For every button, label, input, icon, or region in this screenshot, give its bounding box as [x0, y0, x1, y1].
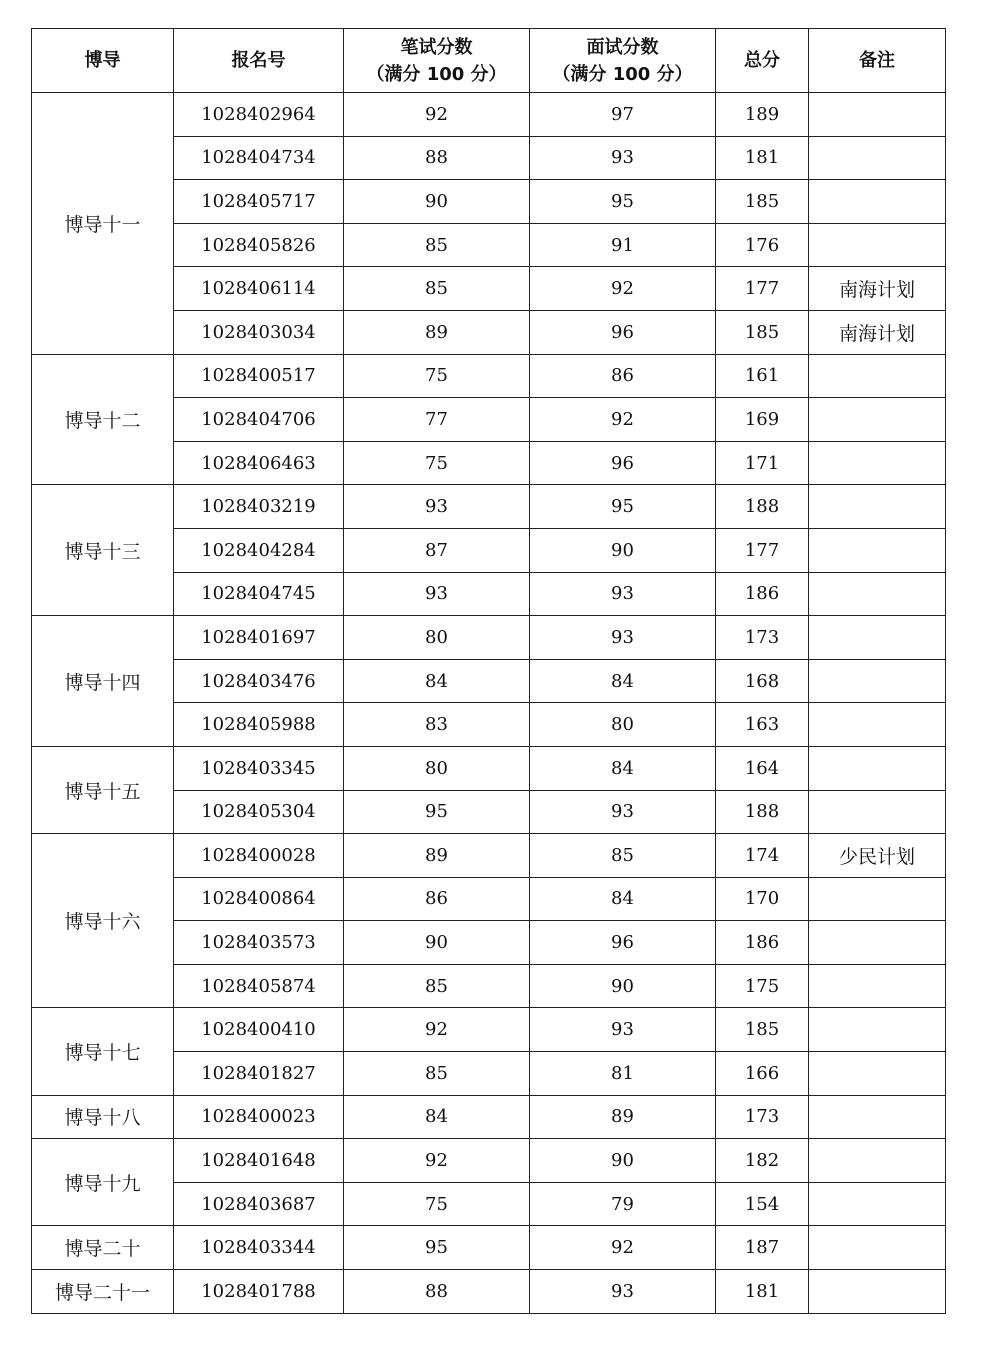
total-score-cell: 181 — [716, 136, 809, 180]
reg-no-cell: 1028405717 — [174, 180, 344, 224]
reg-no-cell: 1028403573 — [174, 921, 344, 965]
advisor-cell: 博导十三 — [32, 485, 174, 616]
remark-cell — [809, 1182, 946, 1226]
interview-score-cell: 93 — [530, 136, 716, 180]
table-row — [32, 1095, 946, 1139]
written-score-cell: 95 — [344, 1226, 530, 1270]
total-score-cell: 185 — [716, 180, 809, 224]
written-score-cell: 85 — [344, 964, 530, 1008]
reg-no-cell: 1028406114 — [174, 267, 344, 311]
total-score-cell: 175 — [716, 964, 809, 1008]
remark-cell — [809, 616, 946, 660]
advisor-cell: 博导十二 — [32, 354, 174, 485]
table-body — [32, 93, 946, 1314]
written-score-cell: 95 — [344, 790, 530, 834]
interview-score-cell: 85 — [530, 834, 716, 878]
remark-cell — [809, 485, 946, 529]
written-score-cell: 75 — [344, 441, 530, 485]
remark-cell — [809, 790, 946, 834]
table-row — [32, 746, 946, 790]
remark-cell — [809, 877, 946, 921]
total-score-cell: 168 — [716, 659, 809, 703]
advisor-cell: 博导十八 — [32, 1095, 174, 1139]
remark-cell — [809, 1270, 946, 1314]
remark-cell — [809, 528, 946, 572]
interview-score-cell: 80 — [530, 703, 716, 747]
total-score-cell: 174 — [716, 834, 809, 878]
reg-no-cell: 1028405874 — [174, 964, 344, 1008]
written-score-cell: 90 — [344, 180, 530, 224]
remark-cell — [809, 223, 946, 267]
written-score-cell: 85 — [344, 267, 530, 311]
remark-cell — [809, 746, 946, 790]
total-score-cell: 176 — [716, 223, 809, 267]
advisor-cell: 博导二十 — [32, 1226, 174, 1270]
table-row — [32, 834, 946, 878]
reg-no-cell: 1028401788 — [174, 1270, 344, 1314]
total-score-cell: 163 — [716, 703, 809, 747]
remark-cell — [809, 1052, 946, 1096]
written-score-cell: 87 — [344, 528, 530, 572]
reg-no-cell: 1028405826 — [174, 223, 344, 267]
interview-score-cell: 92 — [530, 1226, 716, 1270]
remark-cell — [809, 93, 946, 137]
reg-no-cell: 1028405988 — [174, 703, 344, 747]
reg-no-cell: 1028400517 — [174, 354, 344, 398]
header-written — [344, 29, 530, 93]
remark-cell — [809, 180, 946, 224]
total-score-cell: 173 — [716, 616, 809, 660]
written-score-cell: 77 — [344, 398, 530, 442]
total-score-cell: 164 — [716, 746, 809, 790]
written-score-cell: 75 — [344, 354, 530, 398]
remark-cell — [809, 659, 946, 703]
advisor-cell: 博导十六 — [32, 834, 174, 1008]
remark-cell: 南海计划 — [809, 267, 946, 311]
table-header — [32, 29, 946, 93]
total-score-cell: 188 — [716, 790, 809, 834]
table-row — [32, 1270, 946, 1314]
interview-score-cell: 79 — [530, 1182, 716, 1226]
interview-score-cell: 92 — [530, 398, 716, 442]
interview-score-cell: 86 — [530, 354, 716, 398]
reg-no-cell: 1028404706 — [174, 398, 344, 442]
reg-no-cell: 1028401648 — [174, 1139, 344, 1183]
total-score-cell: 186 — [716, 921, 809, 965]
interview-score-cell: 96 — [530, 921, 716, 965]
written-score-cell: 75 — [344, 1182, 530, 1226]
header-interview-title: 面试分数 — [586, 36, 659, 58]
total-score-cell: 171 — [716, 441, 809, 485]
total-score-cell: 185 — [716, 1008, 809, 1052]
reg-no-cell: 1028404734 — [174, 136, 344, 180]
header-interview-max: （满分 100 分） — [552, 63, 693, 85]
reg-no-cell: 1028405304 — [174, 790, 344, 834]
interview-score-cell: 96 — [530, 441, 716, 485]
remark-cell: 少民计划 — [809, 834, 946, 878]
reg-no-cell: 1028402964 — [174, 93, 344, 137]
interview-score-cell: 84 — [530, 877, 716, 921]
interview-score-cell: 90 — [530, 1139, 716, 1183]
written-score-cell: 88 — [344, 1270, 530, 1314]
written-score-cell: 84 — [344, 1095, 530, 1139]
written-score-cell: 92 — [344, 1008, 530, 1052]
remark-cell — [809, 354, 946, 398]
advisor-cell: 博导十四 — [32, 616, 174, 747]
remark-cell — [809, 572, 946, 616]
written-score-cell: 80 — [344, 616, 530, 660]
interview-score-cell: 90 — [530, 528, 716, 572]
header-written-title: 笔试分数 — [400, 36, 473, 58]
interview-score-cell: 90 — [530, 964, 716, 1008]
total-score-cell: 177 — [716, 267, 809, 311]
reg-no-cell: 1028403476 — [174, 659, 344, 703]
advisor-cell: 博导十五 — [32, 746, 174, 833]
reg-no-cell: 1028403344 — [174, 1226, 344, 1270]
written-score-cell: 92 — [344, 1139, 530, 1183]
remark-cell — [809, 441, 946, 485]
reg-no-cell: 1028401827 — [174, 1052, 344, 1096]
interview-score-cell: 93 — [530, 572, 716, 616]
header-reg-no: 报名号 — [174, 29, 344, 93]
reg-no-cell: 1028400864 — [174, 877, 344, 921]
advisor-cell: 博导十一 — [32, 93, 174, 355]
total-score-cell: 161 — [716, 354, 809, 398]
interview-score-cell: 95 — [530, 180, 716, 224]
header-advisor: 博导 — [32, 29, 174, 93]
written-score-cell: 86 — [344, 877, 530, 921]
header-total: 总分 — [716, 29, 809, 93]
interview-score-cell: 89 — [530, 1095, 716, 1139]
written-score-cell: 88 — [344, 136, 530, 180]
total-score-cell: 177 — [716, 528, 809, 572]
table-row — [32, 1139, 946, 1183]
header-row — [32, 29, 946, 93]
reg-no-cell: 1028403687 — [174, 1182, 344, 1226]
remark-cell — [809, 398, 946, 442]
written-score-cell: 85 — [344, 1052, 530, 1096]
written-score-cell: 93 — [344, 485, 530, 529]
table-row — [32, 1008, 946, 1052]
remark-cell — [809, 703, 946, 747]
interview-score-cell: 84 — [530, 746, 716, 790]
remark-cell — [809, 136, 946, 180]
written-score-cell: 90 — [344, 921, 530, 965]
total-score-cell: 187 — [716, 1226, 809, 1270]
interview-score-cell: 91 — [530, 223, 716, 267]
reg-no-cell: 1028400023 — [174, 1095, 344, 1139]
interview-score-cell: 93 — [530, 1008, 716, 1052]
remark-cell — [809, 1095, 946, 1139]
interview-score-cell: 84 — [530, 659, 716, 703]
total-score-cell: 188 — [716, 485, 809, 529]
header-remark: 备注 — [809, 29, 946, 93]
total-score-cell: 154 — [716, 1182, 809, 1226]
interview-score-cell: 93 — [530, 616, 716, 660]
total-score-cell: 169 — [716, 398, 809, 442]
reg-no-cell: 1028403345 — [174, 746, 344, 790]
total-score-cell: 182 — [716, 1139, 809, 1183]
remark-cell — [809, 1226, 946, 1270]
written-score-cell: 83 — [344, 703, 530, 747]
remark-cell — [809, 964, 946, 1008]
interview-score-cell: 93 — [530, 1270, 716, 1314]
total-score-cell: 186 — [716, 572, 809, 616]
written-score-cell: 89 — [344, 834, 530, 878]
total-score-cell: 173 — [716, 1095, 809, 1139]
interview-score-cell: 93 — [530, 790, 716, 834]
table-row — [32, 485, 946, 529]
remark-cell — [809, 921, 946, 965]
interview-score-cell: 92 — [530, 267, 716, 311]
score-table — [31, 28, 946, 1314]
header-interview — [530, 29, 716, 93]
table-row — [32, 354, 946, 398]
advisor-cell: 博导二十一 — [32, 1270, 174, 1314]
written-score-cell: 89 — [344, 310, 530, 354]
interview-score-cell: 95 — [530, 485, 716, 529]
written-score-cell: 80 — [344, 746, 530, 790]
reg-no-cell: 1028404284 — [174, 528, 344, 572]
written-score-cell: 92 — [344, 93, 530, 137]
reg-no-cell: 1028401697 — [174, 616, 344, 660]
total-score-cell: 166 — [716, 1052, 809, 1096]
remark-cell: 南海计划 — [809, 310, 946, 354]
interview-score-cell: 97 — [530, 93, 716, 137]
total-score-cell: 181 — [716, 1270, 809, 1314]
reg-no-cell: 1028406463 — [174, 441, 344, 485]
interview-score-cell: 81 — [530, 1052, 716, 1096]
remark-cell — [809, 1139, 946, 1183]
total-score-cell: 170 — [716, 877, 809, 921]
reg-no-cell: 1028404745 — [174, 572, 344, 616]
header-written-max: （满分 100 分） — [366, 63, 507, 85]
table-row — [32, 616, 946, 660]
total-score-cell: 185 — [716, 310, 809, 354]
advisor-cell: 博导十七 — [32, 1008, 174, 1095]
written-score-cell: 93 — [344, 572, 530, 616]
reg-no-cell: 1028400028 — [174, 834, 344, 878]
reg-no-cell: 1028403034 — [174, 310, 344, 354]
interview-score-cell: 96 — [530, 310, 716, 354]
table-row — [32, 1226, 946, 1270]
table-row — [32, 93, 946, 137]
total-score-cell: 189 — [716, 93, 809, 137]
reg-no-cell: 1028400410 — [174, 1008, 344, 1052]
written-score-cell: 84 — [344, 659, 530, 703]
reg-no-cell: 1028403219 — [174, 485, 344, 529]
written-score-cell: 85 — [344, 223, 530, 267]
remark-cell — [809, 1008, 946, 1052]
advisor-cell: 博导十九 — [32, 1139, 174, 1226]
